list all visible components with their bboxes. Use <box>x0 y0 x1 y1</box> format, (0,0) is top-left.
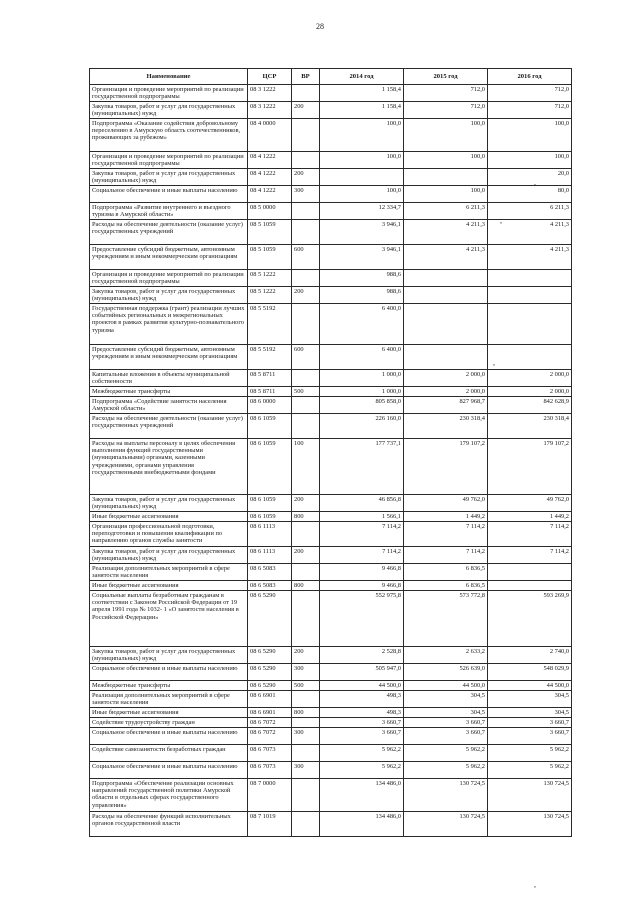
cell-name: Расходы на обеспечение деятельности (оказание услуг) государственных учреждений <box>90 220 248 245</box>
cell-name: Социальное обеспечение и иные выплаты населению <box>90 762 248 779</box>
cell-csr: 08 6 5290 <box>248 681 292 691</box>
table-row <box>90 812 572 837</box>
cell-2014: 1 000,0 <box>320 370 404 387</box>
cell-2015 <box>404 345 488 370</box>
cell-vr: 200 <box>292 169 320 186</box>
cell-vr <box>292 812 320 837</box>
cell-2015: 2 000,0 <box>404 387 488 397</box>
cell-2016: 130 724,5 <box>488 812 572 837</box>
stray-mark: , <box>534 178 536 187</box>
cell-2014: 498,3 <box>320 691 404 708</box>
cell-2016: 593 269,9 <box>488 591 572 647</box>
cell-name: Закупка товаров, работ и услуг для государственных (муниципальных) нужд <box>90 169 248 186</box>
cell-csr: 08 3 1222 <box>248 102 292 119</box>
cell-2015: 179 107,2 <box>404 439 488 495</box>
table-row <box>90 119 572 152</box>
cell-2015: 130 724,5 <box>404 779 488 812</box>
cell-2016: 179 107,2 <box>488 439 572 495</box>
cell-2015 <box>404 169 488 186</box>
cell-csr: 08 6 1113 <box>248 522 292 547</box>
cell-vr <box>292 718 320 728</box>
table-row <box>90 85 572 102</box>
cell-name: Подпрограмма «Обеспечение реализации основных направлений государственной политики Амурской области в отдельных сферах государственного управления» <box>90 779 248 812</box>
cell-vr: 600 <box>292 245 320 270</box>
cell-csr: 08 6 1059 <box>248 512 292 522</box>
cell-2014: 7 114,2 <box>320 547 404 564</box>
cell-2014: 498,3 <box>320 708 404 718</box>
cell-vr: 800 <box>292 512 320 522</box>
table-row <box>90 414 572 439</box>
table-row <box>90 691 572 708</box>
cell-name: Иные бюджетные ассигнования <box>90 581 248 591</box>
cell-2015: 49 762,0 <box>404 495 488 512</box>
cell-2016: 49 762,0 <box>488 495 572 512</box>
cell-2016: 100,0 <box>488 119 572 152</box>
table-row <box>90 397 572 414</box>
table-row <box>90 718 572 728</box>
cell-vr <box>292 203 320 220</box>
cell-name: Организация и проведение мероприятий по реализации государственной подпрограммы <box>90 270 248 287</box>
cell-csr: 08 7 1019 <box>248 812 292 837</box>
cell-2015: 130 724,5 <box>404 812 488 837</box>
cell-name: Социальное обеспечение и иные выплаты населению <box>90 186 248 203</box>
cell-2014: 3 660,7 <box>320 728 404 745</box>
cell-vr <box>292 414 320 439</box>
cell-2014: 226 160,0 <box>320 414 404 439</box>
cell-2016 <box>488 564 572 581</box>
cell-csr: 08 5 5192 <box>248 345 292 370</box>
cell-2014: 1 566,1 <box>320 512 404 522</box>
cell-2015: 230 318,4 <box>404 414 488 439</box>
cell-2015 <box>404 287 488 304</box>
cell-2016: 230 318,4 <box>488 414 572 439</box>
cell-vr: 200 <box>292 547 320 564</box>
cell-name: Организация и проведение мероприятий по реализации государственной подпрограммы <box>90 85 248 102</box>
cell-csr: 08 4 1222 <box>248 186 292 203</box>
cell-csr: 08 5 0000 <box>248 203 292 220</box>
cell-2016: 2 000,0 <box>488 387 572 397</box>
cell-2015: 2 633,2 <box>404 647 488 664</box>
cell-vr: 300 <box>292 762 320 779</box>
cell-2016: 4 211,3 <box>488 245 572 270</box>
cell-vr <box>292 522 320 547</box>
cell-2014: 6 400,0 <box>320 345 404 370</box>
cell-2016: 6 211,3 <box>488 203 572 220</box>
cell-name: Содействие самозанятости безработных граждан <box>90 745 248 762</box>
cell-csr: 08 5 5192 <box>248 304 292 345</box>
table-row <box>90 495 572 512</box>
table-row <box>90 345 572 370</box>
cell-name: Иные бюджетные ассигнования <box>90 708 248 718</box>
cell-2016: 712,0 <box>488 102 572 119</box>
cell-name: Подпрограмма «Оказание содействия добровольному переселению в Амурскую область соотечественников, проживающих за рубежом» <box>90 119 248 152</box>
cell-2014: 134 486,0 <box>320 812 404 837</box>
cell-name: Капитальные вложения в объекты муниципальной собственности <box>90 370 248 387</box>
cell-2015: 5 962,2 <box>404 745 488 762</box>
stray-mark: , <box>534 880 536 889</box>
table-row <box>90 387 572 397</box>
cell-2015: 6 836,5 <box>404 564 488 581</box>
cell-2016: 2 000,0 <box>488 370 572 387</box>
cell-2016: 7 114,2 <box>488 522 572 547</box>
header-name: Наименование <box>90 69 248 85</box>
cell-csr: 08 6 7072 <box>248 728 292 745</box>
cell-vr: 600 <box>292 345 320 370</box>
cell-2015: 526 639,0 <box>404 664 488 681</box>
cell-name: Содействие трудоустройству граждан <box>90 718 248 728</box>
cell-name: Закупка товаров, работ и услуг для государственных (муниципальных) нужд <box>90 647 248 664</box>
cell-name: Закупка товаров, работ и услуг для государственных (муниципальных) нужд <box>90 547 248 564</box>
cell-vr <box>292 152 320 169</box>
cell-2015 <box>404 270 488 287</box>
table-row <box>90 591 572 647</box>
table-row <box>90 186 572 203</box>
cell-vr <box>292 85 320 102</box>
cell-name: Подпрограмма «Содействие занятости населения Амурской области» <box>90 397 248 414</box>
cell-csr: 08 6 5290 <box>248 591 292 647</box>
cell-2014: 177 737,1 <box>320 439 404 495</box>
cell-2015: 6 836,5 <box>404 581 488 591</box>
cell-2016 <box>488 345 572 370</box>
cell-name: Подпрограмма «Развитие внутреннего и въездного туризма в Амурской области» <box>90 203 248 220</box>
cell-name: Расходы на выплаты персоналу в целях обеспечения выполнения функций государственными (муниципальными) органами, казенными учреждениями, органами управления государственными внебюджетными фондами <box>90 439 248 495</box>
table-row <box>90 745 572 762</box>
cell-vr: 500 <box>292 387 320 397</box>
cell-vr: 200 <box>292 647 320 664</box>
cell-csr: 08 6 1059 <box>248 414 292 439</box>
cell-2015: 827 968,7 <box>404 397 488 414</box>
cell-csr: 08 6 5290 <box>248 664 292 681</box>
cell-2014: 44 500,0 <box>320 681 404 691</box>
cell-vr <box>292 220 320 245</box>
table-row <box>90 581 572 591</box>
cell-csr: 08 6 5083 <box>248 564 292 581</box>
stray-mark: , <box>493 358 495 367</box>
table-row <box>90 728 572 745</box>
cell-2014: 805 858,0 <box>320 397 404 414</box>
cell-2016: 3 660,7 <box>488 728 572 745</box>
cell-2015: 44 500,0 <box>404 681 488 691</box>
cell-2016: 3 660,7 <box>488 718 572 728</box>
cell-vr: 200 <box>292 102 320 119</box>
cell-csr: 08 5 8711 <box>248 387 292 397</box>
cell-2016: 7 114,2 <box>488 547 572 564</box>
cell-csr: 08 5 8711 <box>248 370 292 387</box>
cell-2016: 44 500,0 <box>488 681 572 691</box>
table-row <box>90 439 572 495</box>
cell-vr: 800 <box>292 581 320 591</box>
cell-2015: 6 211,3 <box>404 203 488 220</box>
cell-2016: 4 211,3 <box>488 220 572 245</box>
cell-csr: 08 3 1222 <box>248 85 292 102</box>
cell-csr: 08 5 1059 <box>248 245 292 270</box>
cell-2015: 2 000,0 <box>404 370 488 387</box>
table-row <box>90 762 572 779</box>
cell-2014: 7 114,2 <box>320 522 404 547</box>
table-body <box>90 85 572 837</box>
cell-2016: 712,0 <box>488 85 572 102</box>
cell-2014: 988,6 <box>320 270 404 287</box>
cell-2015: 100,0 <box>404 186 488 203</box>
cell-2016: 2 740,0 <box>488 647 572 664</box>
cell-2014 <box>320 169 404 186</box>
cell-2014: 12 334,7 <box>320 203 404 220</box>
cell-2015: 3 660,7 <box>404 718 488 728</box>
cell-vr: 100 <box>292 439 320 495</box>
cell-2015: 304,5 <box>404 708 488 718</box>
cell-vr <box>292 564 320 581</box>
cell-2016 <box>488 287 572 304</box>
table-row <box>90 522 572 547</box>
cell-2016: 20,0 <box>488 169 572 186</box>
cell-2014: 3 660,7 <box>320 718 404 728</box>
header-2014: 2014 год <box>320 69 404 85</box>
table-row <box>90 152 572 169</box>
cell-csr: 08 6 6901 <box>248 691 292 708</box>
cell-2015: 712,0 <box>404 85 488 102</box>
cell-csr: 08 5 1222 <box>248 270 292 287</box>
cell-vr <box>292 591 320 647</box>
header-2015: 2015 год <box>404 69 488 85</box>
cell-csr: 08 5 1059 <box>248 220 292 245</box>
cell-csr: 08 5 1222 <box>248 287 292 304</box>
cell-csr: 08 6 6901 <box>248 708 292 718</box>
cell-2014: 134 486,0 <box>320 779 404 812</box>
cell-2014: 505 947,0 <box>320 664 404 681</box>
table-row <box>90 304 572 345</box>
cell-vr <box>292 745 320 762</box>
cell-name: Государственная поддержка (грант) реализации лучших событийных региональных и межрегиональных проектов в рамках развития культурно-познавательного туризма <box>90 304 248 345</box>
cell-2014: 3 946,1 <box>320 245 404 270</box>
cell-2014: 1 158,4 <box>320 102 404 119</box>
cell-2015: 304,5 <box>404 691 488 708</box>
cell-name: Расходы на обеспечение деятельности (оказание услуг) государственных учреждений <box>90 414 248 439</box>
cell-2014: 1 000,0 <box>320 387 404 397</box>
cell-name: Организация профессиональной подготовки, переподготовки и повышения квалификации по направлению органов службы занятости <box>90 522 248 547</box>
cell-2014: 9 466,8 <box>320 564 404 581</box>
cell-2016: 304,5 <box>488 708 572 718</box>
cell-2015: 7 114,2 <box>404 547 488 564</box>
cell-2014: 9 466,8 <box>320 581 404 591</box>
cell-2015: 4 211,3 <box>404 220 488 245</box>
header-2016: 2016 год <box>488 69 572 85</box>
cell-csr: 08 6 7073 <box>248 745 292 762</box>
cell-name: Реализация дополнительных мероприятий в сфере занятости населения <box>90 564 248 581</box>
cell-2014: 3 946,1 <box>320 220 404 245</box>
cell-2016: 548 029,9 <box>488 664 572 681</box>
cell-csr: 08 4 1222 <box>248 169 292 186</box>
cell-2014: 100,0 <box>320 119 404 152</box>
cell-name: Предоставление субсидий бюджетным, автономным учреждениям и иным некоммерческим организациям <box>90 245 248 270</box>
cell-vr <box>292 370 320 387</box>
cell-name: Межбюджетные трансферты <box>90 387 248 397</box>
table-row <box>90 245 572 270</box>
cell-csr: 08 4 0000 <box>248 119 292 152</box>
cell-2014: 100,0 <box>320 186 404 203</box>
cell-vr <box>292 119 320 152</box>
table-row <box>90 287 572 304</box>
cell-2016 <box>488 581 572 591</box>
cell-2015: 1 449,2 <box>404 512 488 522</box>
table-row <box>90 102 572 119</box>
cell-name: Реализация дополнительных мероприятий в сфере занятости населения <box>90 691 248 708</box>
budget-table <box>89 68 572 837</box>
cell-csr: 08 6 5083 <box>248 581 292 591</box>
cell-csr: 08 6 7072 <box>248 718 292 728</box>
cell-vr: 300 <box>292 664 320 681</box>
table-row <box>90 512 572 522</box>
cell-vr <box>292 397 320 414</box>
cell-2014: 6 400,0 <box>320 304 404 345</box>
table-row <box>90 169 572 186</box>
cell-2016: 80,0 <box>488 186 572 203</box>
cell-2015: 3 660,7 <box>404 728 488 745</box>
cell-vr: 300 <box>292 186 320 203</box>
cell-2014: 100,0 <box>320 152 404 169</box>
cell-2014: 2 528,8 <box>320 647 404 664</box>
cell-2016 <box>488 304 572 345</box>
header-vr: ВР <box>292 69 320 85</box>
cell-2014: 5 962,2 <box>320 745 404 762</box>
cell-2015: 4 211,3 <box>404 245 488 270</box>
cell-2015: 100,0 <box>404 119 488 152</box>
cell-csr: 08 6 1059 <box>248 495 292 512</box>
cell-2015: 7 114,2 <box>404 522 488 547</box>
cell-name: Социальное обеспечение и иные выплаты населению <box>90 664 248 681</box>
cell-csr: 08 4 1222 <box>248 152 292 169</box>
cell-2016: 100,0 <box>488 152 572 169</box>
table-row <box>90 547 572 564</box>
cell-2014: 46 856,8 <box>320 495 404 512</box>
cell-vr: 200 <box>292 287 320 304</box>
cell-vr: 800 <box>292 708 320 718</box>
table-row <box>90 370 572 387</box>
cell-2016: 304,5 <box>488 691 572 708</box>
header-csr: ЦСР <box>248 69 292 85</box>
cell-2014: 552 975,8 <box>320 591 404 647</box>
cell-csr: 08 6 7073 <box>248 762 292 779</box>
table-row <box>90 664 572 681</box>
cell-2016 <box>488 270 572 287</box>
cell-2015: 100,0 <box>404 152 488 169</box>
cell-vr: 300 <box>292 728 320 745</box>
cell-name: Межбюджетные трансферты <box>90 681 248 691</box>
cell-name: Расходы на обеспечение функций исполнительных органов государственной власти <box>90 812 248 837</box>
cell-2014: 988,6 <box>320 287 404 304</box>
stray-mark: , <box>500 216 502 225</box>
cell-csr: 08 6 5290 <box>248 647 292 664</box>
cell-csr: 08 6 1059 <box>248 439 292 495</box>
cell-name: Социальные выплаты безработным гражданам в соответствии с Законом Российской Федерации от 19 апреля 1991 года № 1032- 1 «О занятости населения в Российской Федерации» <box>90 591 248 647</box>
table-header-row <box>90 69 572 85</box>
cell-2015: 573 772,8 <box>404 591 488 647</box>
cell-csr: 08 7 0000 <box>248 779 292 812</box>
table-row <box>90 779 572 812</box>
cell-vr: 200 <box>292 495 320 512</box>
cell-vr: 500 <box>292 681 320 691</box>
cell-2015 <box>404 304 488 345</box>
cell-name: Организация и проведение мероприятий по реализации государственной подпрограммы <box>90 152 248 169</box>
cell-2016: 130 724,5 <box>488 779 572 812</box>
cell-name: Закупка товаров, работ и услуг для государственных (муниципальных) нужд <box>90 495 248 512</box>
page-number: 28 <box>316 22 324 31</box>
table-row <box>90 270 572 287</box>
cell-2016: 5 962,2 <box>488 762 572 779</box>
table-row <box>90 564 572 581</box>
cell-vr <box>292 691 320 708</box>
cell-name: Социальное обеспечение и иные выплаты населению <box>90 728 248 745</box>
cell-2014: 5 962,2 <box>320 762 404 779</box>
cell-name: Закупка товаров, работ и услуг для государственных (муниципальных) нужд <box>90 102 248 119</box>
cell-name: Закупка товаров, работ и услуг для государственных (муниципальных) нужд <box>90 287 248 304</box>
cell-2016: 842 628,9 <box>488 397 572 414</box>
table-row <box>90 647 572 664</box>
cell-2014: 1 158,4 <box>320 85 404 102</box>
cell-vr <box>292 304 320 345</box>
cell-vr <box>292 270 320 287</box>
cell-2016: 5 962,2 <box>488 745 572 762</box>
cell-2015: 5 962,2 <box>404 762 488 779</box>
cell-vr <box>292 779 320 812</box>
cell-csr: 08 6 1113 <box>248 547 292 564</box>
cell-name: Предоставление субсидий бюджетным, автономным учреждениям и иным некоммерческим организациям <box>90 345 248 370</box>
cell-2016: 1 449,2 <box>488 512 572 522</box>
table-row <box>90 708 572 718</box>
cell-csr: 08 6 0000 <box>248 397 292 414</box>
cell-2015: 712,0 <box>404 102 488 119</box>
table-row <box>90 681 572 691</box>
cell-name: Иные бюджетные ассигнования <box>90 512 248 522</box>
